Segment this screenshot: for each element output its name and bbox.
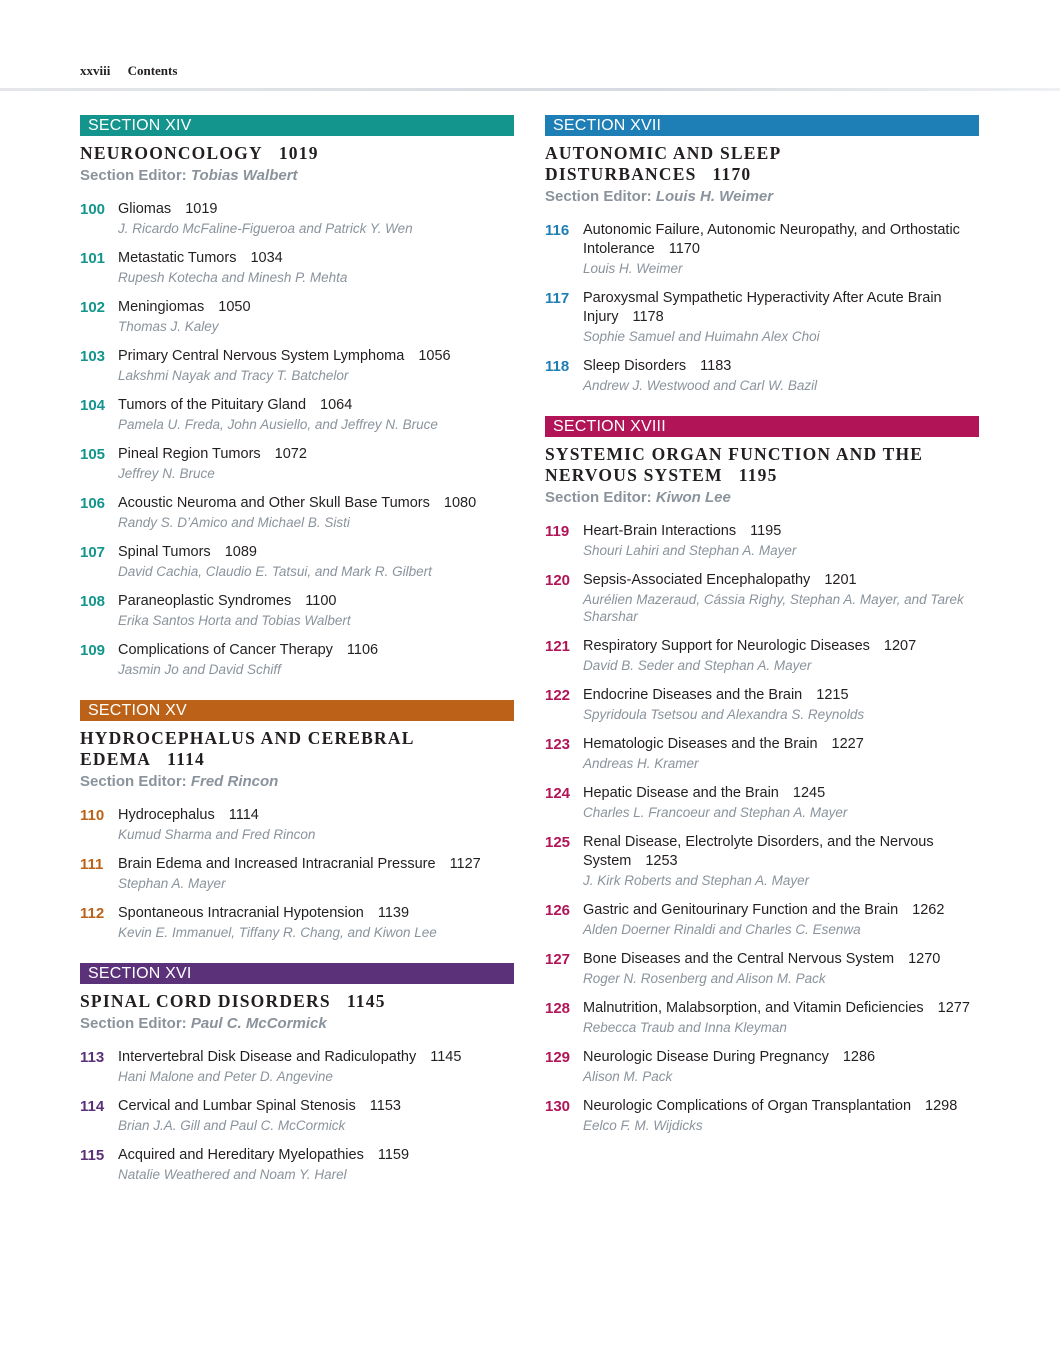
chapter-title-text: Malnutrition, Malabsorption, and Vitamin Deficiencies [583,1000,924,1016]
chapter-body [118,592,514,629]
chapter-body [583,571,979,625]
chapter-number: 108 [80,593,106,610]
chapter-title [583,1097,979,1116]
section-label-bar: SECTION XIV [80,115,514,136]
section-title-text: SYSTEMIC ORGAN FUNCTION AND THE NERVOUS SYSTEM [545,444,924,485]
chapter-page-number: 1201 [824,572,857,588]
chapter-title [583,571,979,590]
chapter-title-text: Paraneoplastic Syndromes [118,593,292,609]
chapter-body [118,200,514,237]
chapter-page-number: 1106 [346,642,379,658]
chapter-number: 109 [80,642,106,659]
chapter-authors: J. Ricardo McFaline-Figueroa and Patrick Y. Wen [118,221,413,236]
chapter-page-number: 1298 [925,1098,958,1114]
chapter-title [583,357,979,376]
chapter-number: 117 [545,290,570,307]
chapter-authors: Louis H. Weimer [583,261,683,276]
chapter-page-number: 1178 [632,309,664,325]
chapter-entry [80,855,514,892]
chapter-title-text: Bone Diseases and the Central Nervous System [583,951,895,967]
chapter-page-number: 1145 [430,1049,462,1065]
chapter-page-number: 1215 [816,687,849,703]
section-editor-prefix: Section Editor: [545,188,652,205]
chapter-title-text: Neurologic Disease During Pregnancy [583,1049,829,1065]
chapter-number: 104 [80,397,106,414]
chapter-authors: Stephan A. Mayer [118,876,226,891]
chapter-body [583,357,979,394]
chapter-entry [80,396,514,433]
chapter-title [583,833,979,871]
section-page-number: 1019 [278,143,319,163]
chapter-title-text: Paroxysmal Sympathetic Hyperactivity After Acute Brain Injury [583,290,942,325]
chapter-title [118,494,514,513]
chapter-number: 115 [80,1147,105,1164]
section-editor-name: Paul C. McCormick [190,1015,327,1032]
chapter-page-number: 1207 [883,638,917,654]
chapter-entry [80,592,514,629]
chapter-list [80,1048,514,1183]
chapter-title-text: Hydrocephalus [118,807,215,823]
chapter-body [118,904,514,941]
section-xvii [545,115,979,394]
chapter-page-number: 1064 [320,397,353,413]
chapter-title-text: Primary Central Nervous System Lymphoma [118,348,405,364]
chapter-title [583,950,979,969]
chapter-authors: Rebecca Traub and Inna Kleyman [583,1020,787,1035]
section-label-bar: SECTION XVII [545,115,979,136]
chapter-body [583,901,979,938]
chapter-title-text: Gastric and Genitourinary Function and the Brain [583,902,899,918]
chapter-title-text: Pineal Region Tumors [118,446,261,462]
chapter-body [583,784,979,821]
chapter-number: 129 [545,1049,571,1066]
chapter-page-number: 1286 [842,1049,876,1065]
chapter-authors: David B. Seder and Stephan A. Mayer [583,658,812,673]
chapter-authors: Jasmin Jo and David Schiff [118,662,281,677]
chapter-number: 127 [545,951,571,968]
chapter-page-number: 1080 [443,495,477,511]
right-column [545,115,979,1156]
chapter-number: 106 [80,495,106,512]
chapter-page-number: 1127 [449,856,481,872]
chapter-title [118,806,514,825]
chapter-title [118,641,514,660]
chapter-number: 105 [80,446,106,463]
chapter-page-number: 1227 [831,736,864,752]
left-column [80,115,514,1205]
section-editor-prefix: Section Editor: [80,773,187,790]
chapter-entry [80,298,514,335]
chapter-page-number: 1277 [937,1000,970,1016]
chapter-title [583,1048,979,1067]
chapter-number: 122 [545,687,571,704]
chapter-entry [545,833,979,889]
chapter-authors: Erika Santos Horta and Tobias Walbert [118,613,351,628]
chapter-title-text: Autonomic Failure, Autonomic Neuropathy, and Orthostatic Intolerance [583,222,960,257]
running-head [80,63,177,79]
section-label-bar: SECTION XVI [80,963,514,984]
chapter-body [118,445,514,482]
chapter-body [118,806,514,843]
chapter-number: 102 [80,299,106,316]
chapter-page-number: 1253 [645,853,678,869]
chapter-body [583,221,979,277]
chapter-entry [545,289,979,345]
section-editor-name: Louis H. Weimer [655,188,774,205]
chapter-body [118,1097,514,1134]
chapter-entry [80,200,514,237]
section-page-number: 1114 [167,749,206,769]
chapter-title [583,637,979,656]
chapter-entry [545,950,979,987]
chapter-authors: Brian J.A. Gill and Paul C. McCormick [118,1118,346,1133]
chapter-entry [545,637,979,674]
chapter-authors: Roger N. Rosenberg and Alison M. Pack [583,971,826,986]
chapter-authors: Pamela U. Freda, John Ausiello, and Jeffrey N. Bruce [118,417,438,432]
chapter-number: 113 [80,1049,105,1066]
chapter-authors: Sophie Samuel and Huimahn Alex Choi [583,329,820,344]
section-editor [545,488,979,508]
chapter-entry [545,999,979,1036]
section-xiv [80,115,514,678]
chapter-body [583,999,979,1036]
chapter-title [583,999,979,1018]
chapter-list [545,221,979,394]
chapter-title-text: Sepsis-Associated Encephalopathy [583,572,811,588]
chapter-page-number: 1195 [750,523,782,539]
chapter-body [583,735,979,772]
chapter-number: 119 [545,523,570,540]
section-editor-prefix: Section Editor: [80,1015,187,1032]
chapter-authors: Charles L. Francoeur and Stephan A. Mayer [583,805,848,820]
chapter-authors: Kevin E. Immanuel, Tiffany R. Chang, and Kiwon Lee [118,925,437,940]
chapter-authors: Hani Malone and Peter D. Angevine [118,1069,333,1084]
chapter-title-text: Endocrine Diseases and the Brain [583,687,803,703]
chapter-authors: Natalie Weathered and Noam Y. Harel [118,1167,347,1182]
section-editor [80,1014,514,1034]
chapter-body [583,289,979,345]
chapter-title-text: Sleep Disorders [583,358,687,374]
chapter-title-text: Gliomas [118,201,172,217]
chapter-entry [80,806,514,843]
section-page-number: 1170 [712,164,752,184]
section-editor [80,772,514,792]
chapter-number: 126 [545,902,571,919]
chapter-entry [545,221,979,277]
chapter-entry [80,494,514,531]
chapter-page-number: 1245 [792,785,826,801]
section-title [545,444,979,486]
section-title [80,143,514,164]
chapter-list [545,522,979,1134]
chapter-title [583,784,979,803]
chapter-number: 128 [545,1000,571,1017]
chapter-title [118,1146,514,1165]
chapter-authors: Alden Doerner Rinaldi and Charles C. Esenwa [583,922,861,937]
section-title-text: AUTONOMIC AND SLEEP DISTURBANCES [545,143,781,184]
header-rule [0,88,1060,91]
chapter-page-number: 1100 [305,593,337,609]
chapter-page-number: 1089 [224,544,257,560]
chapter-body [583,950,979,987]
chapter-entry [545,357,979,394]
chapter-entry [545,901,979,938]
chapter-entry [80,641,514,678]
chapter-title [118,396,514,415]
chapter-title [118,249,514,268]
chapter-page-number: 1019 [185,201,218,217]
chapter-page-number: 1072 [274,446,307,462]
chapter-entry [545,522,979,559]
chapter-authors: Eelco F. M. Wijdicks [583,1118,703,1133]
page-number: xxviii [80,63,111,78]
chapter-title-text: Hepatic Disease and the Brain [583,785,779,801]
section-page-number: 1195 [738,465,778,485]
chapter-page-number: 1262 [912,902,945,918]
chapter-body [118,396,514,433]
chapter-entry [545,735,979,772]
chapter-title [118,445,514,464]
chapter-number: 116 [545,222,570,239]
chapter-title [583,686,979,705]
section-editor [80,166,514,186]
chapter-authors: Spyridoula Tsetsou and Alexandra S. Reynolds [583,707,865,722]
chapter-title-text: Respiratory Support for Neurologic Diseases [583,638,870,654]
chapter-number: 110 [80,807,105,824]
chapter-title-text: Acoustic Neuroma and Other Skull Base Tumors [118,495,430,511]
chapter-number: 103 [80,348,106,365]
chapter-title [118,200,514,219]
chapter-entry [80,1146,514,1183]
chapter-list [80,806,514,941]
section-label-bar: SECTION XV [80,700,514,721]
chapter-title-text: Metastatic Tumors [118,250,237,266]
chapter-title-text: Neurologic Complications of Organ Transplantation [583,1098,912,1114]
chapter-entry [545,686,979,723]
section-editor-name: Kiwon Lee [655,489,731,506]
chapter-number: 112 [80,905,105,922]
section-editor-prefix: Section Editor: [545,489,652,506]
chapter-page-number: 1050 [218,299,251,315]
chapter-page-number: 1153 [369,1098,401,1114]
chapter-page-number: 1114 [228,807,259,823]
chapter-title [583,221,979,259]
chapter-body [583,1048,979,1085]
chapter-title-text: Spinal Tumors [118,544,211,560]
chapter-body [583,833,979,889]
chapter-authors: Randy S. D’Amico and Michael B. Sisti [118,515,350,530]
chapter-title-text: Spontaneous Intracranial Hypotension [118,905,364,921]
chapter-number: 101 [80,250,106,267]
chapter-body [118,249,514,286]
chapter-title [118,1097,514,1116]
chapter-number: 120 [545,572,571,589]
chapter-title-text: Intervertebral Disk Disease and Radiculopathy [118,1049,417,1065]
chapter-entry [80,249,514,286]
chapter-number: 107 [80,544,106,561]
chapter-title [118,347,514,366]
section-title-text: NEUROONCOLOGY [80,143,263,163]
chapter-entry [545,571,979,625]
chapter-body [118,1048,514,1085]
chapter-body [118,543,514,580]
chapter-authors: Kumud Sharma and Fred Rincon [118,827,316,842]
chapter-title [118,592,514,611]
chapter-body [583,637,979,674]
chapter-page-number: 1183 [700,358,732,374]
section-xv [80,700,514,941]
chapter-entry [80,1097,514,1134]
chapter-authors: Alison M. Pack [583,1069,673,1084]
chapter-page-number: 1159 [377,1147,410,1163]
chapter-authors: Shouri Lahiri and Stephan A. Mayer [583,543,797,558]
chapter-authors: Jeffrey N. Bruce [118,466,215,481]
chapter-number: 130 [545,1098,571,1115]
chapter-title-text: Cervical and Lumbar Spinal Stenosis [118,1098,356,1114]
chapter-title [583,735,979,754]
chapter-entry [80,347,514,384]
section-title [80,991,514,1012]
chapter-page-number: 1270 [908,951,941,967]
chapter-authors: Lakshmi Nayak and Tracy T. Batchelor [118,368,349,383]
chapter-page-number: 1139 [377,905,410,921]
chapter-authors: Rupesh Kotecha and Minesh P. Mehta [118,270,348,285]
section-title-text: SPINAL CORD DISORDERS [80,991,331,1011]
chapter-body [583,522,979,559]
section-page-number: 1145 [346,991,386,1011]
chapter-title-text: Complications of Cancer Therapy [118,642,333,658]
chapter-body [118,641,514,678]
chapter-body [118,494,514,531]
section-editor-name: Tobias Walbert [190,167,298,184]
chapter-authors: Thomas J. Kaley [118,319,219,334]
chapter-entry [80,1048,514,1085]
chapter-title-text: Meningiomas [118,299,205,315]
chapter-body [583,686,979,723]
running-head-title: Contents [127,63,178,78]
chapter-title-text: Acquired and Hereditary Myelopathies [118,1147,364,1163]
chapter-title [118,1048,514,1067]
chapter-title-text: Renal Disease, Electrolyte Disorders, and the Nervous System [583,834,934,869]
chapter-number: 125 [545,834,571,851]
chapter-title-text: Tumors of the Pituitary Gland [118,397,307,413]
section-title [80,728,514,770]
chapter-authors: Andrew J. Westwood and Carl W. Bazil [583,378,818,393]
chapter-body [118,298,514,335]
section-label-bar: SECTION XVIII [545,416,979,437]
chapter-title [118,904,514,923]
section-title [545,143,979,185]
chapter-title-text: Brain Edema and Increased Intracranial Pressure [118,856,436,872]
chapter-title [583,901,979,920]
chapter-title [118,543,514,562]
section-editor-prefix: Section Editor: [80,167,187,184]
chapter-list [80,200,514,678]
chapter-number: 100 [80,201,106,218]
section-editor-name: Fred Rincon [190,773,279,790]
chapter-title [583,289,979,327]
chapter-entry [80,445,514,482]
chapter-number: 111 [80,856,104,873]
chapter-title [118,855,514,874]
chapter-entry [545,1048,979,1085]
chapter-number: 121 [545,638,571,655]
chapter-entry [545,784,979,821]
chapter-entry [80,904,514,941]
section-title-text: HYDROCEPHALUS AND CEREBRAL EDEMA [80,728,414,769]
chapter-title [118,298,514,317]
chapter-body [118,347,514,384]
chapter-authors: Andreas H. Kramer [583,756,699,771]
chapter-body [583,1097,979,1134]
chapter-title-text: Hematologic Diseases and the Brain [583,736,818,752]
chapter-title-text: Heart-Brain Interactions [583,523,737,539]
chapter-page-number: 1034 [250,250,283,266]
chapter-body [118,855,514,892]
chapter-page-number: 1056 [418,348,451,364]
chapter-number: 118 [545,358,570,375]
chapter-number: 124 [545,785,571,802]
chapter-authors: Aurélien Mazeraud, Cássia Righy, Stephan A. Mayer, and Tarek Sharshar [583,592,964,624]
chapter-number: 123 [545,736,571,753]
section-xvi [80,963,514,1183]
chapter-authors: J. Kirk Roberts and Stephan A. Mayer [583,873,810,888]
section-xviii [545,416,979,1134]
chapter-number: 114 [80,1098,105,1115]
chapter-page-number: 1170 [668,241,700,257]
chapter-entry [545,1097,979,1134]
chapter-entry [80,543,514,580]
chapter-title [583,522,979,541]
section-editor [545,187,979,207]
chapter-body [118,1146,514,1183]
chapter-authors: David Cachia, Claudio E. Tatsui, and Mark R. Gilbert [118,564,432,579]
